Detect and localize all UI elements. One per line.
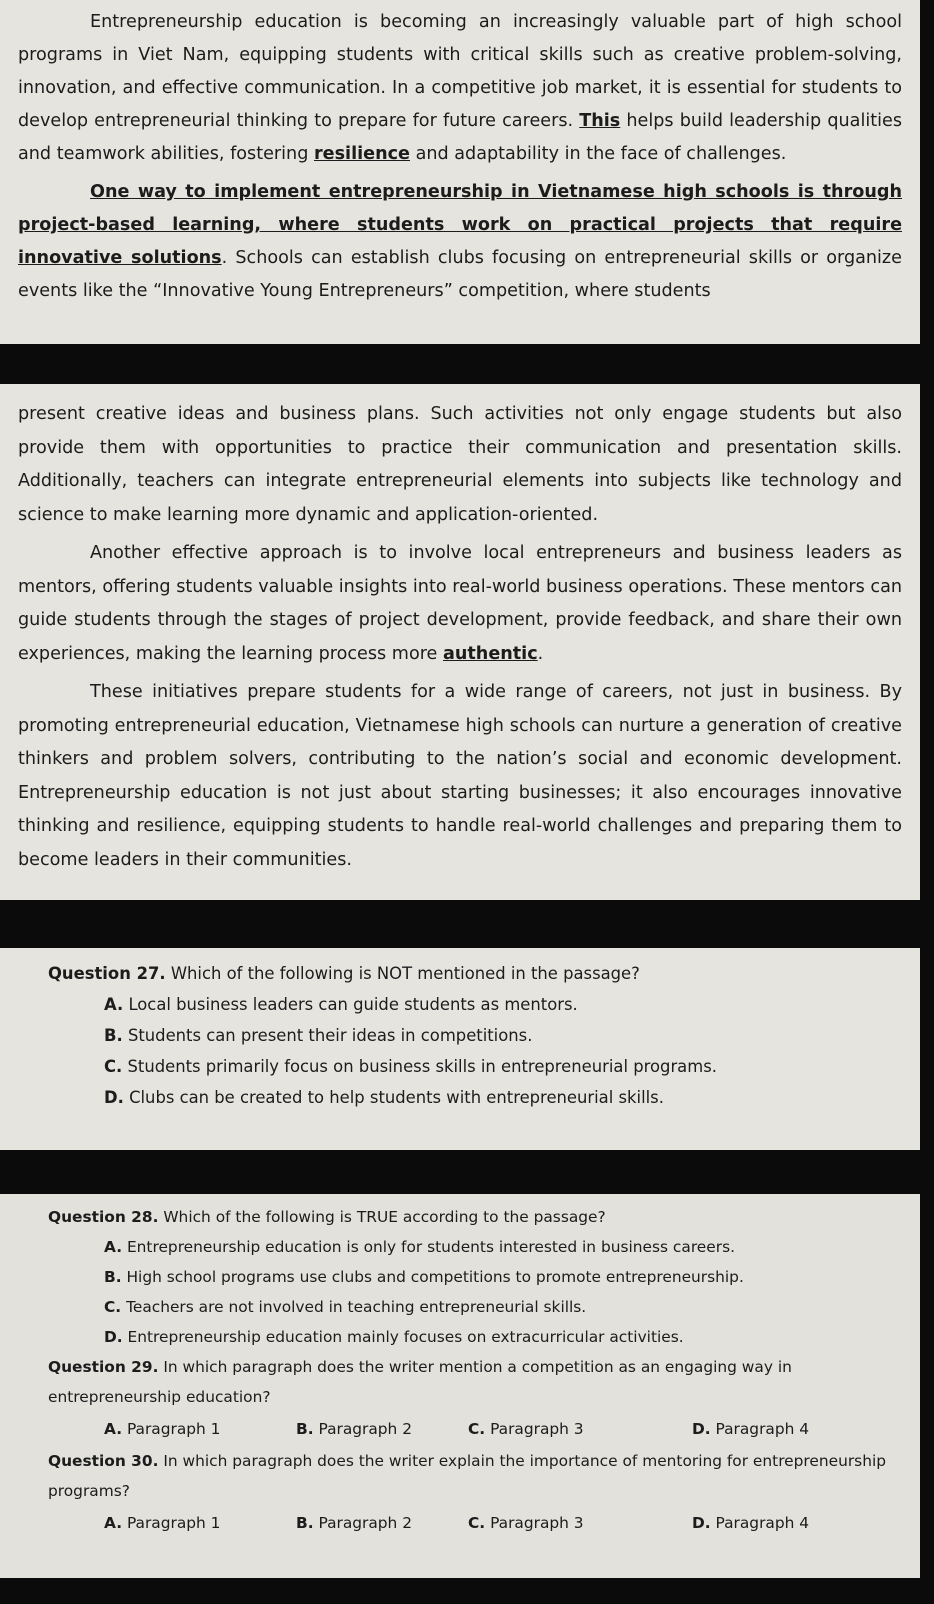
q29-options (18, 1412, 902, 1446)
q29-option-b[interactable] (296, 1412, 468, 1446)
option-letter: D. (692, 1514, 711, 1532)
option-text: Paragraph 3 (490, 1420, 584, 1438)
question-29-text: In which paragraph does the writer mention a competition as an engaging way in entrepreneurship education? (48, 1358, 792, 1406)
option-text: Clubs can be created to help students with entrepreneurial skills. (129, 1088, 664, 1107)
option-letter: C. (468, 1514, 486, 1532)
q29-option-c[interactable] (468, 1412, 692, 1446)
option-text: Paragraph 1 (126, 1514, 221, 1532)
q30-option-b[interactable] (296, 1506, 468, 1540)
passage-section-2 (0, 384, 920, 900)
q27-option-d[interactable] (18, 1082, 902, 1113)
p1-end: and adaptability in the face of challenges. (415, 144, 787, 164)
option-letter: A. (104, 1420, 123, 1438)
q29-option-a[interactable] (104, 1412, 296, 1446)
option-text: High school programs use clubs and competitions to promote entrepreneurship. (126, 1268, 744, 1286)
option-text: Local business leaders can guide students as mentors. (128, 995, 578, 1014)
p3-main: Another effective approach is to involve local entrepreneurs and business leaders as mentors, offering students valuable insights into real-world business operations. These mentors can guide students through the stages of project development, provide feedback, and share their own experiences, making the learning process more (18, 543, 902, 664)
q28-option-d[interactable] (18, 1322, 902, 1352)
q27-option-a[interactable] (18, 989, 902, 1020)
question-29-stem (18, 1352, 902, 1412)
p1-text: Entrepreneurship education is becoming an increasingly valuable part of high school programs in Viet Nam, equipping students with critical skills such as creative problem-solving, innovation, and effective communication. In a competitive job market, it is essential for students to develop entrepreneurial thinking to prepare for future careers. (18, 12, 902, 131)
q30-option-d[interactable] (692, 1506, 809, 1540)
option-text: Students primarily focus on business skills in entrepreneurial programs. (127, 1057, 717, 1076)
q28-option-a[interactable] (18, 1232, 902, 1262)
option-letter: B. (296, 1514, 314, 1532)
q30-option-a[interactable] (104, 1506, 296, 1540)
question-28-stem (18, 1202, 902, 1232)
question-27-stem (18, 958, 902, 989)
question-30-text: In which paragraph does the writer explain the importance of mentoring for entrepreneurship programs? (48, 1452, 887, 1500)
question-30-label: Question 30. (48, 1452, 159, 1470)
option-text: Students can present their ideas in competitions. (127, 1026, 533, 1045)
p3-end: . (537, 643, 544, 664)
option-text: Teachers are not involved in teaching entrepreneurial skills. (126, 1298, 587, 1316)
option-text: Paragraph 3 (490, 1514, 584, 1532)
p3-authentic: authentic (442, 643, 538, 664)
questions-28-30-section (0, 1194, 920, 1578)
q27-option-b[interactable] (18, 1020, 902, 1051)
option-letter: A. (104, 995, 124, 1014)
option-text: Entrepreneurship education is only for students interested in business careers. (126, 1238, 735, 1256)
question-28-label: Question 28. (48, 1208, 159, 1226)
q28-option-b[interactable] (18, 1262, 902, 1292)
paragraph-3 (18, 537, 902, 671)
question-29-label: Question 29. (48, 1358, 159, 1376)
paragraph-2-part-a (18, 176, 902, 308)
option-text: Paragraph 4 (715, 1514, 810, 1532)
option-text: Paragraph 2 (318, 1514, 413, 1532)
option-letter: D. (104, 1088, 124, 1107)
p2-underlined: One way to implement entrepreneurship in Vietnamese high schools is through project-based learning, where students work on practical projects that require innovative solutions (18, 182, 902, 268)
option-text: Entrepreneurship education mainly focuses on extracurricular activities. (127, 1328, 684, 1346)
option-letter: C. (104, 1298, 122, 1316)
p1-this: This (579, 111, 621, 131)
question-27-section (0, 948, 920, 1150)
option-text: Paragraph 1 (126, 1420, 221, 1438)
option-letter: B. (104, 1268, 122, 1286)
option-letter: A. (104, 1514, 123, 1532)
option-text: Paragraph 4 (715, 1420, 810, 1438)
q27-option-c[interactable] (18, 1051, 902, 1082)
option-letter: B. (104, 1026, 123, 1045)
option-letter: C. (104, 1057, 123, 1076)
paragraph-1 (18, 6, 902, 171)
paragraph-2-part-b: present creative ideas and business plans. Such activities not only engage students but also provide them with opportunities to practice their communication and presentation skills. Additionally, teachers can integrate entrepreneurial elements into subjects like technology and science to make learning more dynamic and application-oriented. (18, 404, 902, 525)
question-30-stem (18, 1446, 902, 1506)
p1-mid: helps build leadership qualities and teamwork abilities, fostering (18, 111, 903, 164)
question-27-label: Question 27. (48, 964, 166, 983)
question-28-text: Which of the following is TRUE according to the passage? (163, 1208, 606, 1226)
passage-section-1 (0, 0, 920, 344)
q28-option-c[interactable] (18, 1292, 902, 1322)
q29-option-d[interactable] (692, 1412, 809, 1446)
option-letter: B. (296, 1420, 314, 1438)
q30-options (18, 1506, 902, 1540)
p1-resilience: resilience (313, 144, 410, 164)
option-letter: D. (104, 1328, 123, 1346)
p2-rest-a: . Schools can establish clubs focusing on entrepreneurial skills or organize events like the “Innovative Young Entrepreneurs” competition, where students (18, 248, 902, 301)
option-letter: C. (468, 1420, 486, 1438)
paragraph-4: These initiatives prepare students for a wide range of careers, not just in business. By promoting entrepreneurial education, Vietnamese high schools can nurture a generation of creative thinkers and problem solvers, contributing to the nation’s social and economic development. Entrepreneurship education is not just about starting businesses; it also encourages innovative thinking and resilience, equipping students to handle real-world challenges and preparing them to become leaders in their communities. (18, 682, 902, 870)
option-text: Paragraph 2 (318, 1420, 413, 1438)
q30-option-c[interactable] (468, 1506, 692, 1540)
option-letter: A. (104, 1238, 123, 1256)
option-letter: D. (692, 1420, 711, 1438)
question-27-text: Which of the following is NOT mentioned in the passage? (170, 964, 640, 983)
